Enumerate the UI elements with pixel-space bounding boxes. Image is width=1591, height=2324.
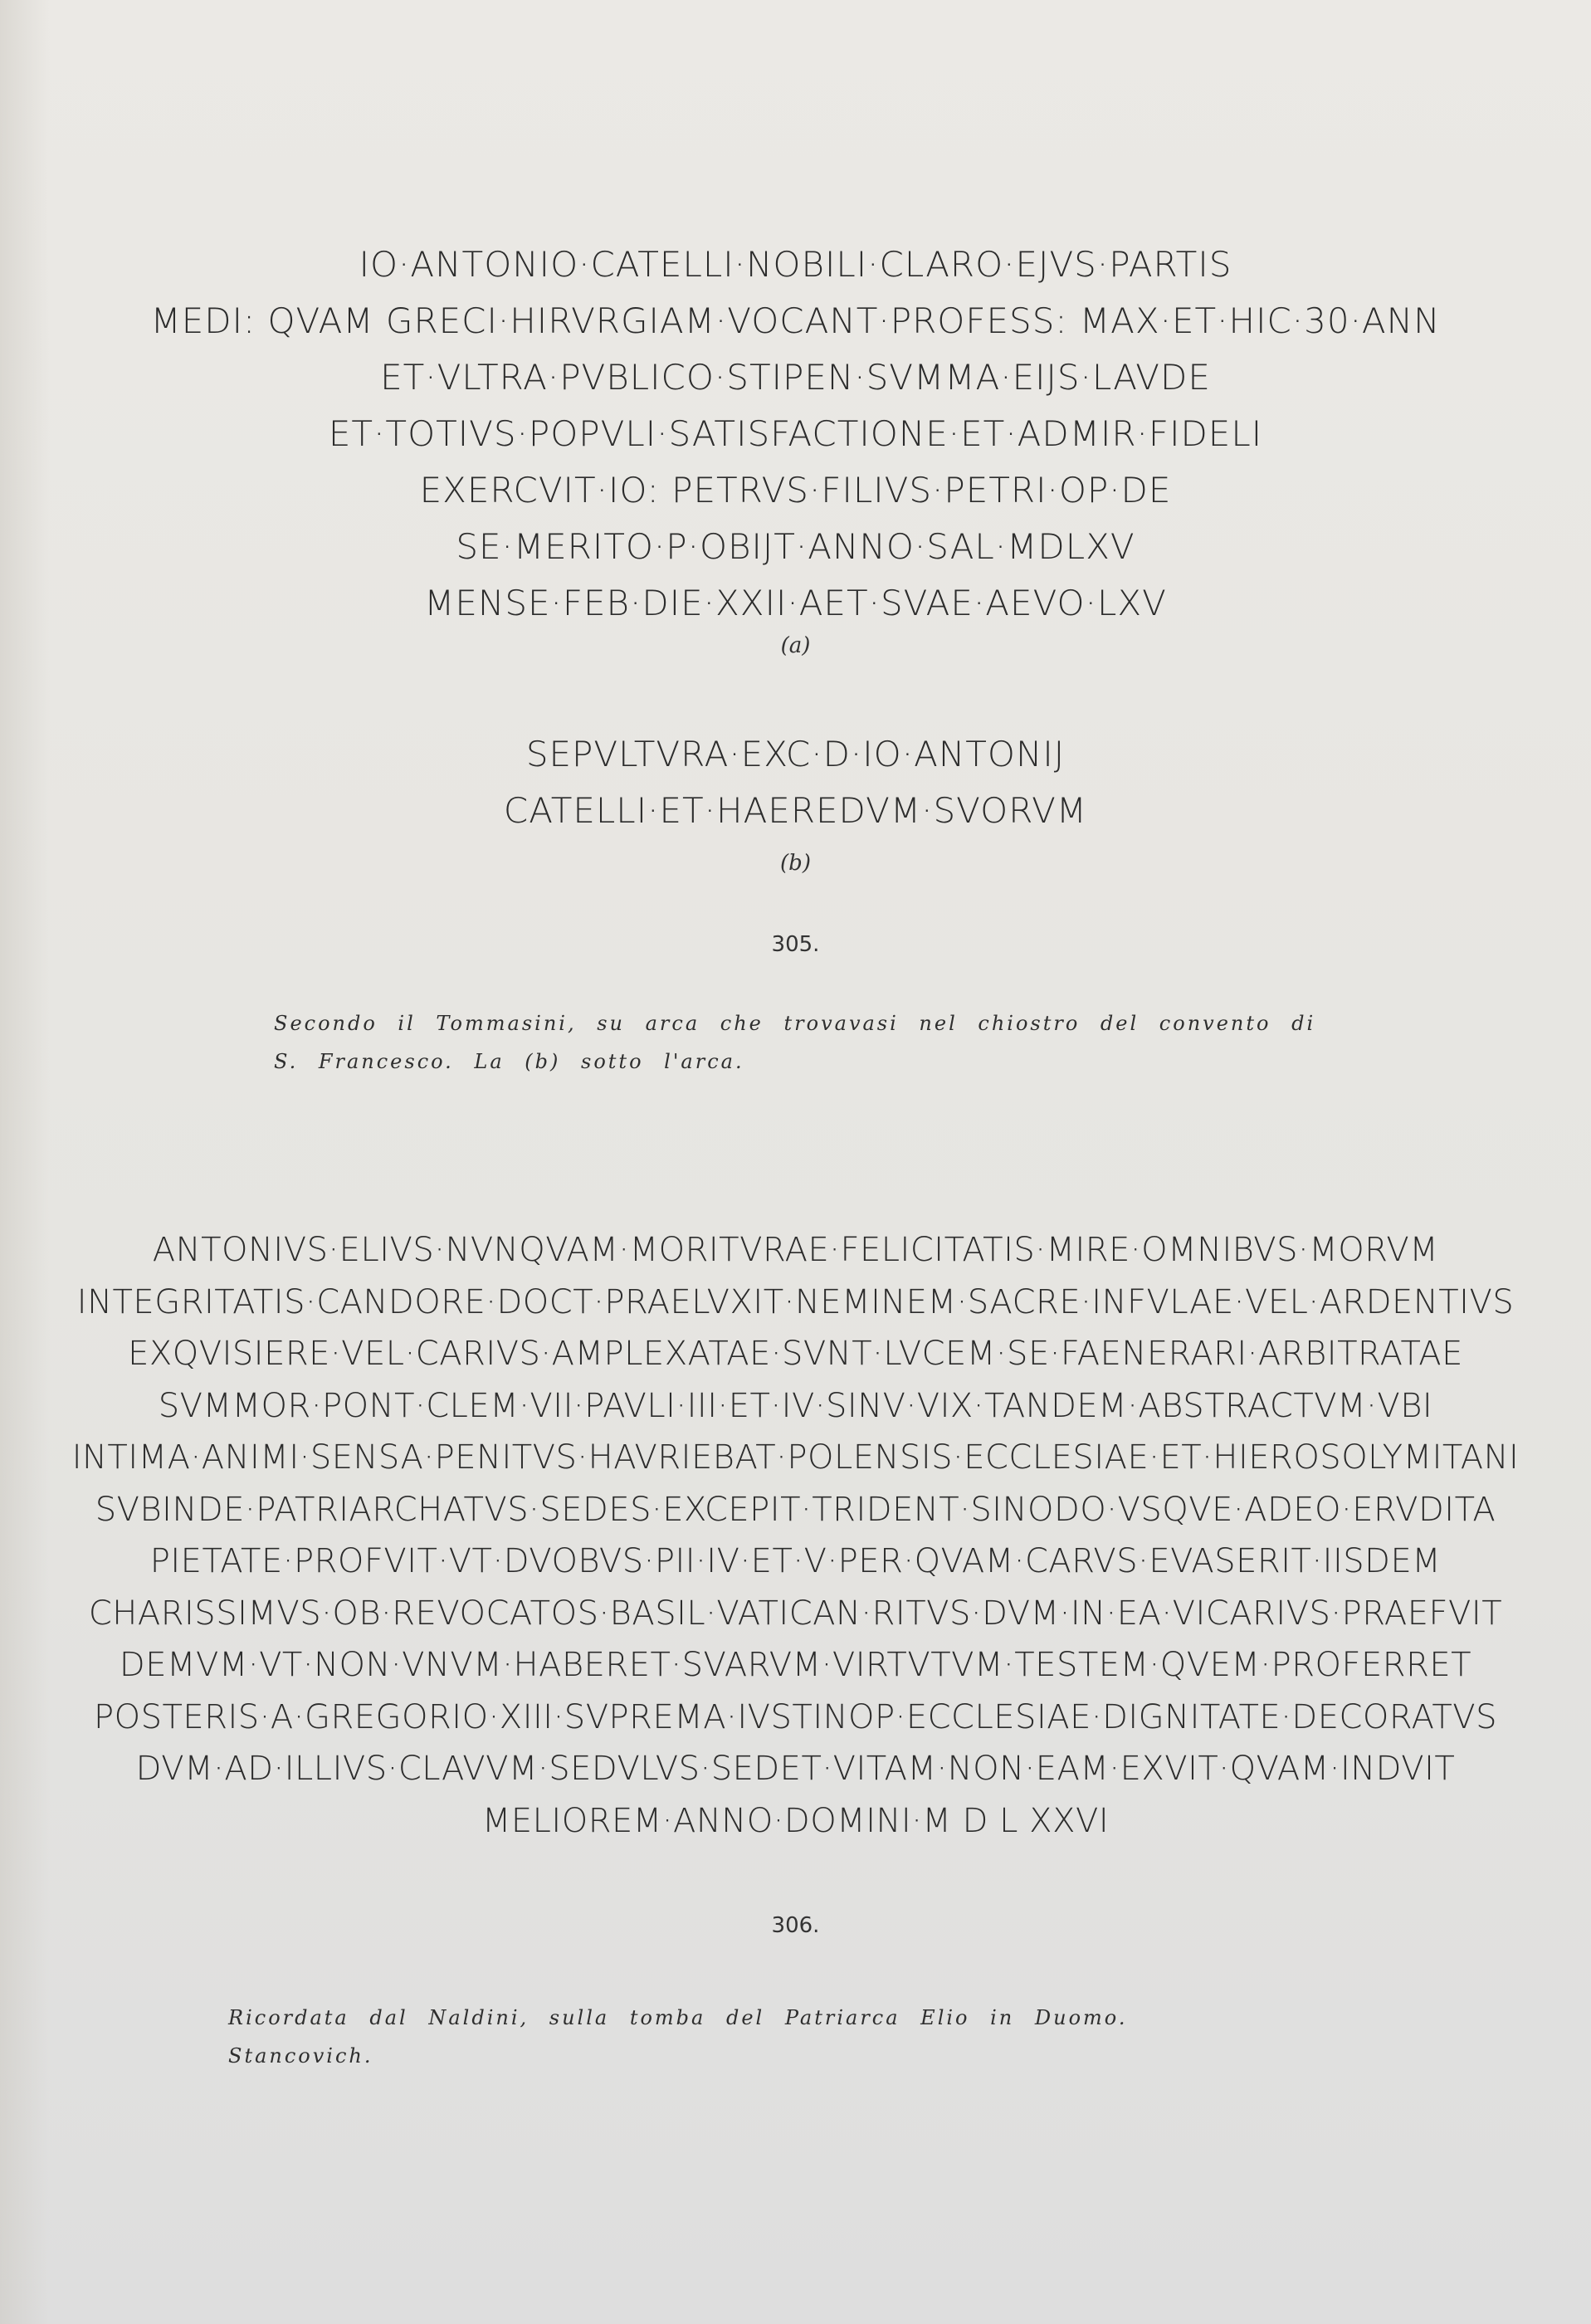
note-line: Secondo il Tommasini, su arca che trovavasi nel chiostro del convento di bbox=[274, 1012, 1316, 1035]
inscription-line: ANTONIVS·ELIVS·NVNQVAM·MORITVRAE·FELICITATIS·MIRE·OMNIBVS·MORVM bbox=[152, 1231, 1439, 1269]
entry-note-305 bbox=[274, 1004, 1315, 1081]
note-line: Ricordata dal Naldini, sulla tomba del Patriarca Elio in Duomo. bbox=[228, 2006, 1128, 2029]
inscription-mark-a: (a) bbox=[780, 633, 811, 658]
inscription-line: SVBINDE·PATRIARCHATVS·SEDES·EXCEPIT·TRIDENT·SINODO·VSQVE·ADEO·ERVDITA bbox=[95, 1490, 1496, 1529]
inscription-line: PIETATE·PROFVIT·VT·DVOBVS·PII·IV·ET·V·PER·QVAM·CARVS·EVASERIT·IISDEM bbox=[149, 1542, 1442, 1580]
inscription-line: MEDI: QVAM GRECI·HIRVRGIAM·VOCANT·PROFESS: MAX·ET·HIC·30·ANN bbox=[150, 300, 1441, 341]
note-line: Stancovich. bbox=[228, 2044, 373, 2068]
inscription-line: CHARISSIMVS·OB·REVOCATOS·BASIL·VATICAN·RITVS·DVM·IN·EA·VICARIVS·PRAEFVIT bbox=[88, 1594, 1503, 1633]
inscription-line: CATELLI·ET·HAEREDVM·SVORVM bbox=[503, 790, 1088, 831]
inscription-line: INTIMA·ANIMI·SENSA·PENITVS·HAVRIEBAT·POLENSIS·ECCLESIAE·ET·HIEROSOLYMITANI bbox=[71, 1438, 1520, 1477]
inscription-catelli bbox=[33, 237, 1558, 632]
entry-number-305: 305. bbox=[771, 932, 820, 957]
inscription-line: DVM·AD·ILLIVS·CLAVVM·SEDVLVS·SEDET·VITAM·NON·EAM·EXVIT·QVAM·INDVIT bbox=[135, 1750, 1456, 1788]
inscription-line: MENSE·FEB·DIE·XXII·AET·SVAE·AEVO·LXV bbox=[424, 583, 1167, 623]
inscription-line: EXQVISIERE·VEL·CARIVS·AMPLEXATAE·SVNT·LVCEM·SE·FAENERARI·ARBITRATAE bbox=[128, 1335, 1463, 1373]
note-line: S. Francesco. La (b) sotto l'arca. bbox=[274, 1050, 744, 1073]
inscription-line: DEMVM·VT·NON·VNVM·HABERET·SVARVM·VIRTVTVM·TESTEM·QVEM·PROFERRET bbox=[119, 1646, 1472, 1684]
inscription-line: IO·ANTONIO·CATELLI·NOBILI·CLARO·EJVS·PARTIS bbox=[359, 244, 1232, 285]
inscription-line: ET·VLTRA·PVBLICO·STIPEN·SVMMA·EIJS·LAVDE bbox=[380, 357, 1211, 398]
inscription-line: ET·TOTIVS·POPVLI·SATISFACTIONE·ET·ADMIR·FIDELI bbox=[328, 413, 1263, 454]
inscription-line: SEPVLTVRA·EXC·D·IO·ANTONIJ bbox=[525, 734, 1066, 774]
inscription-line: INTEGRITATIS·CANDORE·DOCT·PRAELVXIT·NEMINEM·SACRE·INFVLAE·VEL·ARDENTIVS bbox=[76, 1282, 1515, 1321]
inscription-line: EXERCVIT·IO: PETRVS·FILIVS·PETRI·OP·DE bbox=[419, 470, 1172, 510]
inscription-elio bbox=[33, 1224, 1558, 1847]
entry-note-306 bbox=[228, 1999, 1127, 2075]
inscription-line: MELIOREM·ANNO·DOMINI·M D L XXVI bbox=[481, 1801, 1110, 1840]
inscription-mark-b: (b) bbox=[780, 851, 811, 876]
inscription-line: POSTERIS·A·GREGORIO·XIII·SVPREMA·IVSTINOP·ECCLESIAE·DIGNITATE·DECORATVS bbox=[93, 1697, 1498, 1736]
entry-number-306: 306. bbox=[771, 1913, 820, 1938]
inscription-line: SVMMOR·PONT·CLEM·VII·PAVLI·III·ET·IV·SINV·VIX·TANDEM·ABSTRACTVM·VBI bbox=[158, 1386, 1433, 1425]
inscription-line: SE·MERITO·P·OBIJT·ANNO·SAL·MDLXV bbox=[456, 526, 1135, 567]
inscription-sepultura bbox=[33, 726, 1558, 839]
